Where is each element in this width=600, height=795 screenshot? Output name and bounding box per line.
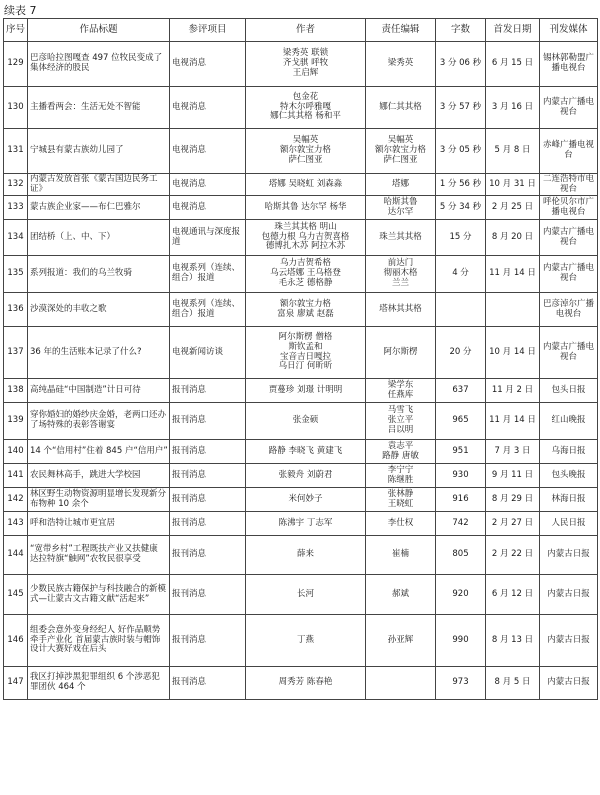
cell-author: 额尔敦宝力格 富泉 廖斌 赵磊 [246,293,366,327]
cell-editor: 吴幅英 额尔敦宝力格 萨仁图亚 [366,129,436,174]
cell-no: 136 [4,293,28,327]
cell-editor: 孙亚辉 [366,615,436,667]
cell-category: 电视新闻访谈 [170,327,246,379]
cell-editor: 袁志平 路静 唐敏 [366,440,436,464]
cell-date: 9 月 11 日 [486,464,540,488]
cell-category: 报刊消息 [170,440,246,464]
cell-author: 丁燕 [246,615,366,667]
cell-author: 阿尔斯楞 僧格 斯钦孟和 宝音吉日嘎拉 乌日汀 何昕昕 [246,327,366,379]
cell-words: 990 [436,615,486,667]
table-row [4,87,598,129]
cell-author: 张毅舟 刘蔚君 [246,464,366,488]
cell-title: 36 年的生活账本记录了什么? [28,327,170,379]
cell-title: 我区打掉涉黑犯罪组织 6 个涉恶犯罪团伙 464 个 [28,667,170,700]
cell-words: 742 [436,512,486,536]
col-header-words: 字数 [436,19,486,42]
table-caption: 续表 7 [4,4,37,17]
cell-editor: 前达门 彻丽木格 兰兰 [366,256,436,293]
cell-author: 塔娜 吴晓虹 刘森淼 [246,174,366,196]
cell-date: 8 月 20 日 [486,220,540,256]
cell-title: 呼和浩特让城市更宜居 [28,512,170,536]
cell-category: 电视通讯与深度报道 [170,220,246,256]
cell-date: 6 月 12 日 [486,575,540,615]
cell-title: 蒙古族企业家——布仁巴雅尔 [28,196,170,220]
cell-date: 8 月 5 日 [486,667,540,700]
cell-category: 电视系列（连续、组合）报道 [170,293,246,327]
cell-author: 米何妙子 [246,488,366,512]
cell-title: 林区野生动物资源明显增长发现新分布物种 10 余个 [28,488,170,512]
cell-words: 1 分 56 秒 [436,174,486,196]
cell-media: 巴彦淖尔广播电视台 [540,293,598,327]
cell-editor: 梁秀英 [366,42,436,87]
cell-title: 14 个“信用村”住着 845 户“信用户” [28,440,170,464]
cell-media: 内蒙古广播电视台 [540,327,598,379]
cell-media: 内蒙古广播电视台 [540,87,598,129]
cell-author: 哈斯其鲁 达尔罕 杨华 [246,196,366,220]
cell-no: 129 [4,42,28,87]
cell-title: 团结桥（上、中、下） [28,220,170,256]
cell-author: 长河 [246,575,366,615]
cell-editor: 娜仁其其格 [366,87,436,129]
col-header-no: 序号 [4,19,28,42]
cell-editor: 李宁宁 陈继胜 [366,464,436,488]
cell-words: 15 分 [436,220,486,256]
cell-date: 7 月 3 日 [486,440,540,464]
cell-media: 锡林郭勒盟广播电视台 [540,42,598,87]
cell-media: 内蒙古日报 [540,536,598,575]
cell-category: 电视消息 [170,129,246,174]
cell-date: 8 月 29 日 [486,488,540,512]
cell-editor: 哈斯其鲁 达尔罕 [366,196,436,220]
cell-date [486,293,540,327]
cell-no: 146 [4,615,28,667]
table-row [4,575,598,615]
cell-author: 路静 李晓飞 黄建飞 [246,440,366,464]
table-row [4,403,598,440]
cell-date: 10 月 14 日 [486,327,540,379]
cell-media: 赤峰广播电视台 [540,129,598,174]
table-row [4,174,598,196]
cell-media: 二连浩特市电视台 [540,174,598,196]
cell-words [436,293,486,327]
cell-title: 内蒙古发放首张《蒙古国边民务工证》 [28,174,170,196]
table-row [4,42,598,87]
table-row [4,667,598,700]
cell-media: 包头日报 [540,379,598,403]
cell-words: 20 分 [436,327,486,379]
cell-author: 乌力吉贺希格 乌云塔娜 王乌格登 毛永芝 德格静 [246,256,366,293]
cell-date: 8 月 13 日 [486,615,540,667]
table-row [4,488,598,512]
cell-title: 巴彦哈拉图嘎查 497 位牧民变成了集体经济的股民 [28,42,170,87]
cell-title: “宽带乡村”工程既扶产业又扶健康 达拉特旗“触网”农牧民很享受 [28,536,170,575]
cell-editor: 塔娜 [366,174,436,196]
cell-words: 637 [436,379,486,403]
cell-title: 高纯晶硅“中国制造”计日可待 [28,379,170,403]
cell-title: 沙漠深处的丰收之歌 [28,293,170,327]
cell-words: 805 [436,536,486,575]
cell-no: 144 [4,536,28,575]
cell-category: 报刊消息 [170,512,246,536]
cell-category: 电视系列（连续、组合）报道 [170,256,246,293]
cell-category: 电视消息 [170,87,246,129]
cell-words: 3 分 57 秒 [436,87,486,129]
cell-category: 报刊消息 [170,575,246,615]
cell-category: 报刊消息 [170,379,246,403]
cell-no: 141 [4,464,28,488]
table-row [4,220,598,256]
cell-words: 965 [436,403,486,440]
cell-media: 内蒙古日报 [540,667,598,700]
cell-editor: 李仕权 [366,512,436,536]
cell-editor: 郝斌 [366,575,436,615]
cell-category: 报刊消息 [170,536,246,575]
cell-editor: 塔林其其格 [366,293,436,327]
cell-date: 2 月 25 日 [486,196,540,220]
cell-date: 5 月 8 日 [486,129,540,174]
cell-title: 穿你婚妇的婚纱庆金婚，老两口还办了场特殊的表彰答谢宴 [28,403,170,440]
table-row [4,256,598,293]
cell-editor: 梁学东 任燕库 [366,379,436,403]
cell-media: 内蒙古广播电视台 [540,220,598,256]
cell-date: 11 月 2 日 [486,379,540,403]
cell-words: 916 [436,488,486,512]
cell-media: 内蒙古日报 [540,575,598,615]
cell-no: 137 [4,327,28,379]
cell-no: 134 [4,220,28,256]
cell-author: 梁秀英 联锁 齐戈骐 呼牧 王启辉 [246,42,366,87]
cell-no: 131 [4,129,28,174]
cell-words: 920 [436,575,486,615]
cell-no: 138 [4,379,28,403]
cell-author: 张金硕 [246,403,366,440]
table-row [4,129,598,174]
cell-date: 11 月 14 日 [486,256,540,293]
cell-author: 周秀芳 陈春艳 [246,667,366,700]
table-row [4,512,598,536]
cell-category: 报刊消息 [170,403,246,440]
cell-category: 报刊消息 [170,615,246,667]
col-header-media: 刊发媒体 [540,19,598,42]
cell-category: 电视消息 [170,174,246,196]
cell-editor: 马雪飞 张立平 吕以明 [366,403,436,440]
cell-words: 4 分 [436,256,486,293]
cell-date: 6 月 15 日 [486,42,540,87]
cell-no: 130 [4,87,28,129]
cell-author: 贾蔓珍 刘璟 计明明 [246,379,366,403]
cell-media: 内蒙古日报 [540,615,598,667]
cell-media: 林海日报 [540,488,598,512]
cell-no: 140 [4,440,28,464]
cell-category: 报刊消息 [170,667,246,700]
cell-author: 包金花 特木尔呼雅嘎 娜仁其其格 杨和平 [246,87,366,129]
cell-category: 电视消息 [170,42,246,87]
table-row [4,379,598,403]
cell-words: 951 [436,440,486,464]
col-header-category: 参评项目 [170,19,246,42]
cell-no: 147 [4,667,28,700]
col-header-editor: 责任编辑 [366,19,436,42]
table-row [4,440,598,464]
cell-date: 3 月 16 日 [486,87,540,129]
cell-category: 报刊消息 [170,464,246,488]
cell-category: 电视消息 [170,196,246,220]
cell-date: 10 月 31 日 [486,174,540,196]
cell-no: 132 [4,174,28,196]
cell-no: 133 [4,196,28,220]
cell-media: 乌海日报 [540,440,598,464]
cell-date: 2 月 27 日 [486,512,540,536]
col-header-author: 作者 [246,19,366,42]
table-row [4,196,598,220]
cell-author: 吴幅英 额尔敦宝力格 萨仁图亚 [246,129,366,174]
cell-title: 系列报道：我们的乌兰牧骑 [28,256,170,293]
col-header-date: 首发日期 [486,19,540,42]
cell-media: 呼伦贝尔市广播电视台 [540,196,598,220]
cell-no: 135 [4,256,28,293]
cell-date: 2 月 22 日 [486,536,540,575]
cell-words: 973 [436,667,486,700]
cell-editor: 阿尔斯楞 [366,327,436,379]
cell-title: 主播看两会：生活无处不智能 [28,87,170,129]
cell-no: 143 [4,512,28,536]
cell-title: 农民舞林高手，跳进大学校园 [28,464,170,488]
cell-words: 3 分 06 秒 [436,42,486,87]
cell-words: 3 分 05 秒 [436,129,486,174]
cell-media: 包头晚报 [540,464,598,488]
cell-media: 人民日报 [540,512,598,536]
cell-author: 陈沸宇 丁志军 [246,512,366,536]
cell-author: 珠兰其其格 明山 包德力根 乌力吉贺喜格 德博扎木苏 阿拉木苏 [246,220,366,256]
table-row [4,536,598,575]
cell-date: 11 月 14 日 [486,403,540,440]
cell-no: 142 [4,488,28,512]
table-row [4,327,598,379]
cell-editor [366,667,436,700]
cell-editor: 张林静 王晓虹 [366,488,436,512]
cell-title: 组委会意外变身经纪人 好作品顺势牵手产业化 首届蒙古族时装与帽饰设计大赛好戏在后头 [28,615,170,667]
cell-editor: 崔楠 [366,536,436,575]
table-row [4,293,598,327]
table-row [4,464,598,488]
header-row [4,19,598,42]
cell-media: 内蒙古广播电视台 [540,256,598,293]
cell-words: 930 [436,464,486,488]
cell-no: 139 [4,403,28,440]
cell-editor: 珠兰其其格 [366,220,436,256]
cell-media: 红山晚报 [540,403,598,440]
cell-category: 报刊消息 [170,488,246,512]
cell-author: 薛来 [246,536,366,575]
col-header-title: 作品标题 [28,19,170,42]
cell-no: 145 [4,575,28,615]
cell-words: 5 分 34 秒 [436,196,486,220]
cell-title: 宁城县有蒙古族幼儿园了 [28,129,170,174]
awards-table [3,18,598,700]
table-row [4,615,598,667]
cell-title: 少数民族古籍保护与科技融合的新模式—让蒙古文古籍文献“活起来” [28,575,170,615]
